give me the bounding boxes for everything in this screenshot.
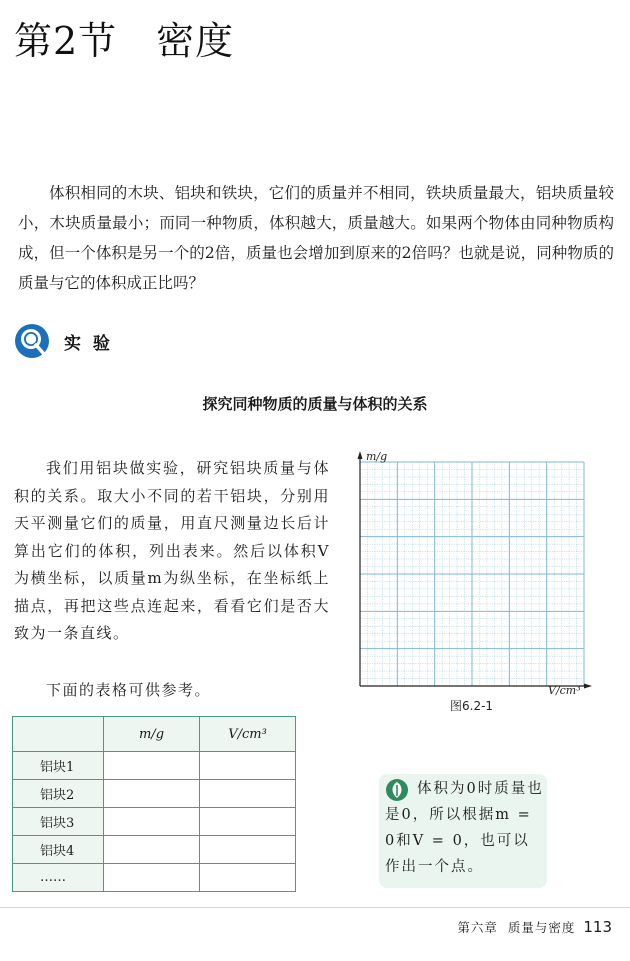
table-cell (104, 808, 200, 836)
tip-text: 体积为0时质量也是0，所以根据m = 0和V = 0，也可以作出一个点。 (385, 781, 544, 875)
row-label: 铝块3 (13, 808, 104, 836)
table-header-volume: V/cm³ (200, 717, 296, 752)
table-cell (104, 836, 200, 864)
table-row (13, 864, 296, 892)
figure-caption: 图6.2-1 (450, 699, 494, 713)
procedure-paragraph: 我们用铝块做实验，研究铝块质量与体积的关系。取大小不同的若干铝块，分别用天平测量它们的质量，用直尺测量边长后计算出它们的体积，列出表来。然后以体积V为横坐标，以质量m为纵坐标，在坐标纸上描点，再把这些点连起来，看看它们是否大致为一条直线。 (14, 459, 330, 642)
row-label: 铝块2 (13, 780, 104, 808)
data-table (12, 716, 296, 892)
table-row (13, 780, 296, 808)
table-note: 下面的表格可供参考。 (46, 681, 212, 699)
section-title: 第2节 密度 (14, 19, 235, 63)
experiment-label: 实 验 (64, 333, 113, 354)
page-number: 113 (583, 918, 612, 936)
graph-paper (348, 448, 598, 696)
intro-paragraph: 体积相同的木块、铝块和铁块，它们的质量并不相同，铁块质量最大，铝块质量较小，木块质量最小；而同一种物质，体积越大，质量越大。如果两个物体由同种物质构成，但一个体积是另一个的2倍，质量也会增加到原来的2倍吗？也就是说，同种物质的质量与它的体积成正比吗？ (18, 184, 614, 292)
magnifier-icon (14, 323, 50, 359)
experiment-title: 探究同种物质的质量与体积的关系 (202, 395, 428, 413)
table-cell (104, 864, 200, 892)
table-cell (200, 780, 296, 808)
table-cell (200, 864, 296, 892)
table-cell (200, 836, 296, 864)
table-cell (200, 808, 296, 836)
x-axis-label: V/cm³ (548, 684, 581, 696)
experiment-header (14, 322, 113, 360)
y-axis-arrow-icon (358, 451, 363, 459)
row-label: 铝块4 (13, 836, 104, 864)
table-cell (104, 752, 200, 780)
row-label: 铝块1 (13, 752, 104, 780)
footer-subject: 质量与密度 (507, 920, 576, 935)
table-cell (200, 752, 296, 780)
table-header-mass: m/g (104, 717, 200, 752)
table-header-row (13, 717, 296, 752)
table-row (13, 836, 296, 864)
footer-divider (0, 907, 630, 908)
table-row (13, 808, 296, 836)
y-axis-label: m/g (366, 450, 388, 463)
table-row (13, 752, 296, 780)
table-cell (104, 780, 200, 808)
page-footer (457, 918, 612, 936)
grid-lines (360, 462, 584, 686)
table-header-cell (13, 717, 104, 752)
footer-chapter: 第六章 (457, 920, 498, 935)
x-axis-arrow-icon (584, 684, 592, 689)
row-label: …… (13, 864, 104, 892)
